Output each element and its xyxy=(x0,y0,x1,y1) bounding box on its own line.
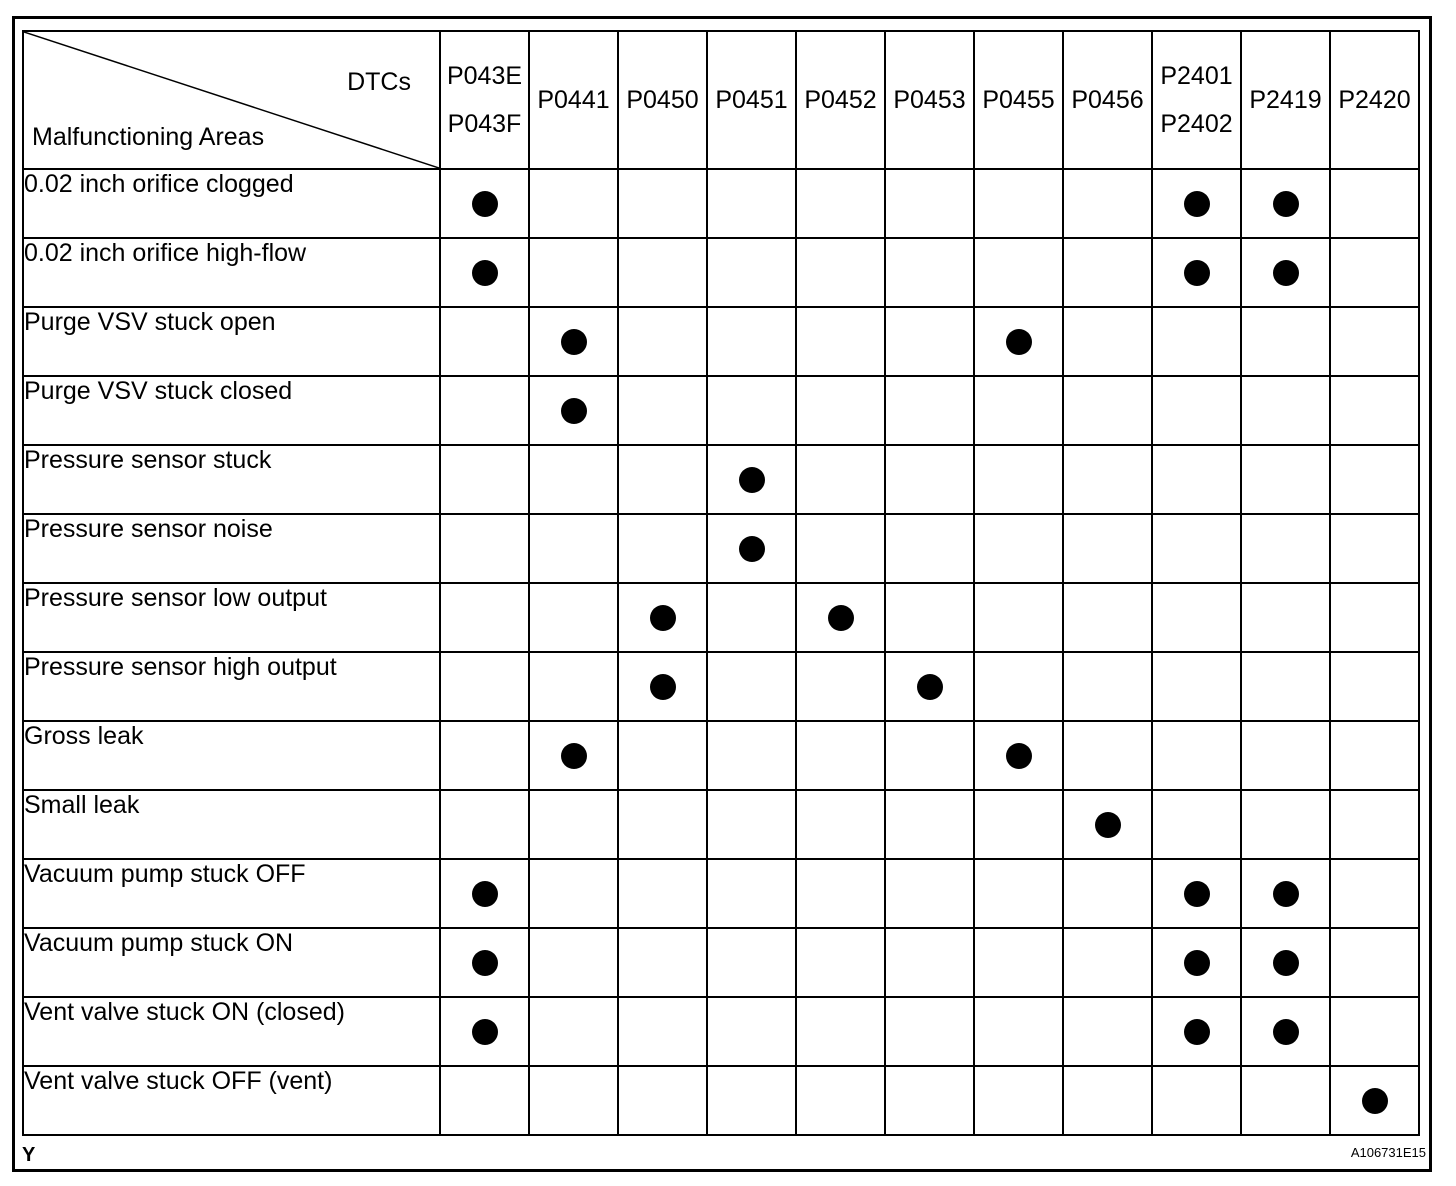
dtc-column-header xyxy=(529,31,618,169)
areas-axis-label: Malfunctioning Areas xyxy=(32,123,265,151)
corner-header-cell xyxy=(23,31,440,169)
matrix-cell xyxy=(1330,583,1419,652)
matrix-cell xyxy=(1241,376,1330,445)
matrix-cell xyxy=(1063,1066,1152,1135)
matrix-cell xyxy=(796,859,885,928)
matrix-cell xyxy=(440,928,529,997)
matrix-cell xyxy=(974,859,1063,928)
applicable-dot-icon xyxy=(1184,191,1210,217)
matrix-cell xyxy=(707,445,796,514)
matrix-cell xyxy=(707,1066,796,1135)
matrix-cell xyxy=(707,721,796,790)
matrix-cell xyxy=(1152,307,1241,376)
matrix-cell xyxy=(796,169,885,238)
matrix-cell xyxy=(1063,721,1152,790)
table-row xyxy=(23,169,1419,238)
matrix-cell xyxy=(529,928,618,997)
table-row xyxy=(23,859,1419,928)
matrix-cell xyxy=(1063,376,1152,445)
matrix-cell xyxy=(885,514,974,583)
matrix-cell xyxy=(707,376,796,445)
matrix-cell xyxy=(618,238,707,307)
matrix-cell xyxy=(974,928,1063,997)
matrix-cell xyxy=(974,445,1063,514)
dtc-column-header xyxy=(1241,31,1330,169)
matrix-cell xyxy=(885,238,974,307)
matrix-cell xyxy=(1330,238,1419,307)
matrix-cell xyxy=(974,583,1063,652)
applicable-dot-icon xyxy=(828,605,854,631)
matrix-cell xyxy=(1152,238,1241,307)
applicable-dot-icon xyxy=(1006,329,1032,355)
matrix-cell xyxy=(529,307,618,376)
matrix-cell xyxy=(440,997,529,1066)
table-row xyxy=(23,445,1419,514)
matrix-cell xyxy=(1152,790,1241,859)
matrix-cell xyxy=(1063,859,1152,928)
matrix-cell xyxy=(1063,238,1152,307)
malfunction-area-label: Small leak xyxy=(23,790,440,859)
table-row xyxy=(23,514,1419,583)
matrix-cell xyxy=(1330,859,1419,928)
matrix-cell xyxy=(885,790,974,859)
matrix-cell xyxy=(1330,790,1419,859)
malfunction-area-label: Pressure sensor stuck xyxy=(23,445,440,514)
matrix-cell xyxy=(1152,376,1241,445)
applicable-dot-icon xyxy=(1273,191,1299,217)
matrix-cell xyxy=(1063,928,1152,997)
table-row xyxy=(23,997,1419,1066)
dtc-code: P0441 xyxy=(537,86,610,114)
matrix-cell xyxy=(707,790,796,859)
dtc-column-header xyxy=(1063,31,1152,169)
matrix-cell xyxy=(796,997,885,1066)
dtc-code: P2420 xyxy=(1338,86,1411,114)
table-row xyxy=(23,721,1419,790)
matrix-cell xyxy=(618,790,707,859)
matrix-cell xyxy=(707,514,796,583)
matrix-cell xyxy=(885,583,974,652)
matrix-cell xyxy=(618,721,707,790)
matrix-cell xyxy=(1063,583,1152,652)
matrix-cell xyxy=(974,169,1063,238)
matrix-cell xyxy=(529,859,618,928)
matrix-cell xyxy=(885,652,974,721)
malfunction-area-label: 0.02 inch orifice high-flow xyxy=(23,238,440,307)
table-row xyxy=(23,238,1419,307)
applicable-dot-icon xyxy=(472,260,498,286)
matrix-cell xyxy=(618,583,707,652)
matrix-cell xyxy=(1241,1066,1330,1135)
matrix-cell xyxy=(1241,790,1330,859)
matrix-cell xyxy=(1063,652,1152,721)
matrix-cell xyxy=(1063,307,1152,376)
malfunction-area-label: Pressure sensor high output xyxy=(23,652,440,721)
matrix-cell xyxy=(974,1066,1063,1135)
matrix-cell xyxy=(974,997,1063,1066)
matrix-cell xyxy=(707,859,796,928)
matrix-cell xyxy=(618,445,707,514)
matrix-cell xyxy=(974,307,1063,376)
matrix-cell xyxy=(707,583,796,652)
applicable-dot-icon xyxy=(472,881,498,907)
matrix-cell xyxy=(1152,859,1241,928)
matrix-cell xyxy=(1241,997,1330,1066)
malfunction-area-label: 0.02 inch orifice clogged xyxy=(23,169,440,238)
matrix-cell xyxy=(618,169,707,238)
matrix-cell xyxy=(796,790,885,859)
matrix-cell xyxy=(618,859,707,928)
malfunction-area-label: Pressure sensor noise xyxy=(23,514,440,583)
applicable-dot-icon xyxy=(1095,812,1121,838)
matrix-cell xyxy=(707,928,796,997)
matrix-cell xyxy=(885,1066,974,1135)
applicable-dot-icon xyxy=(917,674,943,700)
table-row xyxy=(23,376,1419,445)
matrix-cell xyxy=(796,721,885,790)
matrix-cell xyxy=(529,376,618,445)
dtc-code: P2419 xyxy=(1249,86,1322,114)
dtc-code: P043F xyxy=(447,110,522,138)
applicable-dot-icon xyxy=(1273,1019,1299,1045)
matrix-cell xyxy=(707,652,796,721)
applicable-dot-icon xyxy=(472,1019,498,1045)
matrix-cell xyxy=(440,652,529,721)
applicable-dot-icon xyxy=(472,950,498,976)
applicable-dot-icon xyxy=(561,329,587,355)
matrix-cell xyxy=(796,445,885,514)
matrix-cell xyxy=(1152,445,1241,514)
applicable-dot-icon xyxy=(739,536,765,562)
matrix-cell xyxy=(529,790,618,859)
matrix-cell xyxy=(1330,997,1419,1066)
applicable-dot-icon xyxy=(1184,1019,1210,1045)
matrix-cell xyxy=(1330,514,1419,583)
dtc-column-header xyxy=(707,31,796,169)
matrix-cell xyxy=(1152,928,1241,997)
applicable-dot-icon xyxy=(650,674,676,700)
matrix-cell xyxy=(1241,652,1330,721)
matrix-cell xyxy=(529,652,618,721)
matrix-cell xyxy=(529,514,618,583)
malfunction-area-label: Vacuum pump stuck ON xyxy=(23,928,440,997)
matrix-cell xyxy=(1063,997,1152,1066)
dtc-code: P0452 xyxy=(804,86,877,114)
matrix-cell xyxy=(974,652,1063,721)
dtc-column-header xyxy=(1152,31,1241,169)
matrix-cell xyxy=(1330,1066,1419,1135)
matrix-cell xyxy=(1152,1066,1241,1135)
dtc-code: P0450 xyxy=(626,86,699,114)
figure-letter: Y xyxy=(22,1144,36,1166)
matrix-cell xyxy=(707,307,796,376)
matrix-cell xyxy=(440,307,529,376)
matrix-cell xyxy=(1152,514,1241,583)
table-row xyxy=(23,928,1419,997)
table-row xyxy=(23,790,1419,859)
matrix-cell xyxy=(618,997,707,1066)
matrix-cell xyxy=(618,652,707,721)
dtc-column-header xyxy=(885,31,974,169)
matrix-cell xyxy=(440,238,529,307)
matrix-cell xyxy=(796,238,885,307)
dtc-column-header xyxy=(796,31,885,169)
matrix-cell xyxy=(974,790,1063,859)
matrix-cell xyxy=(1152,997,1241,1066)
matrix-cell xyxy=(440,376,529,445)
applicable-dot-icon xyxy=(1184,260,1210,286)
matrix-cell xyxy=(885,169,974,238)
dtcs-axis-label: DTCs xyxy=(347,68,411,96)
matrix-cell xyxy=(1152,652,1241,721)
matrix-cell xyxy=(529,445,618,514)
matrix-cell xyxy=(1152,169,1241,238)
matrix-cell xyxy=(885,997,974,1066)
matrix-cell xyxy=(618,514,707,583)
matrix-cell xyxy=(885,721,974,790)
matrix-cell xyxy=(1330,445,1419,514)
matrix-cell xyxy=(1241,238,1330,307)
matrix-cell xyxy=(618,307,707,376)
dtc-code: P0456 xyxy=(1071,86,1144,114)
matrix-cell xyxy=(1241,445,1330,514)
matrix-cell xyxy=(440,169,529,238)
dtc-code: P0451 xyxy=(715,86,788,114)
matrix-cell xyxy=(796,514,885,583)
matrix-cell xyxy=(1063,445,1152,514)
matrix-cell xyxy=(796,1066,885,1135)
matrix-cell xyxy=(885,307,974,376)
matrix-cell xyxy=(529,997,618,1066)
applicable-dot-icon xyxy=(739,467,765,493)
malfunction-area-label: Purge VSV stuck open xyxy=(23,307,440,376)
matrix-cell xyxy=(1152,721,1241,790)
table-body xyxy=(23,169,1419,1135)
dtc-code: P0453 xyxy=(893,86,966,114)
matrix-cell xyxy=(1152,583,1241,652)
matrix-cell xyxy=(1063,790,1152,859)
malfunction-area-label: Vacuum pump stuck OFF xyxy=(23,859,440,928)
header-row xyxy=(23,31,1419,169)
table-row xyxy=(23,307,1419,376)
dtc-code: P043E xyxy=(446,62,523,90)
matrix-cell xyxy=(1241,928,1330,997)
matrix-cell xyxy=(440,1066,529,1135)
dtc-code: P2402 xyxy=(1160,110,1233,138)
applicable-dot-icon xyxy=(472,191,498,217)
applicable-dot-icon xyxy=(561,743,587,769)
matrix-cell xyxy=(974,238,1063,307)
applicable-dot-icon xyxy=(1184,950,1210,976)
applicable-dot-icon xyxy=(1006,743,1032,769)
matrix-cell xyxy=(529,583,618,652)
matrix-cell xyxy=(1330,376,1419,445)
matrix-cell xyxy=(885,376,974,445)
applicable-dot-icon xyxy=(1273,950,1299,976)
dtc-column-header xyxy=(974,31,1063,169)
matrix-cell xyxy=(885,859,974,928)
matrix-cell xyxy=(1330,652,1419,721)
malfunction-area-label: Vent valve stuck ON (closed) xyxy=(23,997,440,1066)
dtc-matrix-table xyxy=(22,30,1420,1136)
matrix-cell xyxy=(1063,169,1152,238)
matrix-cell xyxy=(707,238,796,307)
matrix-cell xyxy=(796,307,885,376)
dtc-code: P0455 xyxy=(982,86,1055,114)
matrix-cell xyxy=(618,928,707,997)
matrix-cell xyxy=(440,790,529,859)
matrix-cell xyxy=(1241,859,1330,928)
applicable-dot-icon xyxy=(1273,881,1299,907)
matrix-cell xyxy=(885,445,974,514)
matrix-cell xyxy=(1063,514,1152,583)
matrix-cell xyxy=(796,376,885,445)
applicable-dot-icon xyxy=(561,398,587,424)
dtc-column-header xyxy=(1330,31,1419,169)
malfunction-area-label: Vent valve stuck OFF (vent) xyxy=(23,1066,440,1135)
matrix-cell xyxy=(974,514,1063,583)
applicable-dot-icon xyxy=(1273,260,1299,286)
matrix-cell xyxy=(529,169,618,238)
table-row xyxy=(23,1066,1419,1135)
malfunction-area-label: Purge VSV stuck closed xyxy=(23,376,440,445)
matrix-cell xyxy=(1241,169,1330,238)
applicable-dot-icon xyxy=(1184,881,1210,907)
matrix-cell xyxy=(529,238,618,307)
matrix-cell xyxy=(529,1066,618,1135)
matrix-cell xyxy=(1330,307,1419,376)
matrix-cell xyxy=(440,514,529,583)
matrix-cell xyxy=(1241,514,1330,583)
figure-id: A106731E15 xyxy=(1350,1145,1426,1160)
matrix-cell xyxy=(796,652,885,721)
matrix-cell xyxy=(1330,721,1419,790)
matrix-cell xyxy=(529,721,618,790)
matrix-cell xyxy=(1241,583,1330,652)
matrix-cell xyxy=(618,376,707,445)
table-row xyxy=(23,652,1419,721)
matrix-cell xyxy=(885,928,974,997)
matrix-cell xyxy=(1241,307,1330,376)
matrix-cell xyxy=(440,583,529,652)
matrix-cell xyxy=(974,376,1063,445)
matrix-cell xyxy=(440,859,529,928)
matrix-cell xyxy=(1241,721,1330,790)
matrix-cell xyxy=(796,928,885,997)
matrix-cell xyxy=(1330,169,1419,238)
applicable-dot-icon xyxy=(650,605,676,631)
matrix-cell xyxy=(707,169,796,238)
matrix-cell xyxy=(618,1066,707,1135)
malfunction-area-label: Gross leak xyxy=(23,721,440,790)
table-row xyxy=(23,583,1419,652)
dtc-column-header xyxy=(618,31,707,169)
matrix-cell xyxy=(707,997,796,1066)
dtc-column-header xyxy=(440,31,529,169)
matrix-cell xyxy=(796,583,885,652)
matrix-cell xyxy=(440,445,529,514)
applicable-dot-icon xyxy=(1362,1088,1388,1114)
dtc-code: P2401 xyxy=(1160,62,1233,90)
matrix-cell xyxy=(440,721,529,790)
malfunction-area-label: Pressure sensor low output xyxy=(23,583,440,652)
matrix-cell xyxy=(1330,928,1419,997)
matrix-cell xyxy=(974,721,1063,790)
